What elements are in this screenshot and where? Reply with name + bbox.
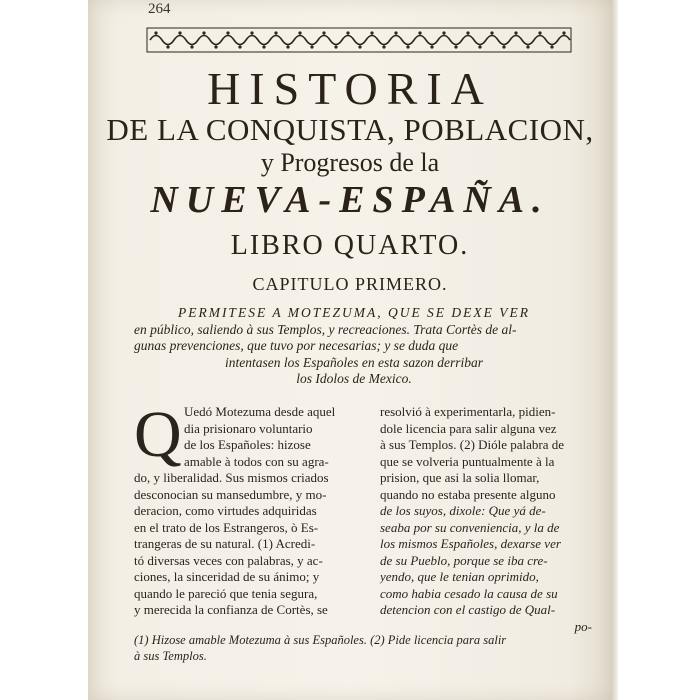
text-line: detencion con el castigo de Qual- — [380, 602, 556, 617]
text-line: y merecida la confianza de Cortès, se — [134, 602, 328, 617]
text-line: en el trato de los Estrangeros, ò Es- — [134, 519, 319, 535]
text-line: de los suyos, dixole: Que yá de- — [380, 503, 546, 518]
summary-line: intentasen los Españoles en esta sazon derribar — [225, 354, 483, 370]
title-conquista: DE LA CONQUISTA, POBLACION, — [106, 112, 594, 147]
text-line: seaba por su conveniencia, y la de — [380, 519, 560, 535]
text-line: à sus Templos. (2) Dióle palabra de — [380, 437, 565, 452]
page-number: 264 — [148, 1, 171, 17]
text-line: tó diversas veces con palabras, y ac- — [134, 552, 323, 568]
catchword: po- — [574, 618, 592, 634]
text-line: quando le pareció que tenia segura, — [134, 585, 318, 601]
text-line: de los Españoles: hizose — [184, 437, 311, 452]
page-edge — [612, 0, 618, 700]
summary-line: en público, saliendo à sus Templos, y recreaciones. Trata Cortès de al- — [134, 321, 517, 337]
footnote-line: à sus Templos. — [134, 649, 207, 663]
text-line: que se volveria puntualmente à la — [380, 453, 555, 469]
text-line: de su Pueblo, porque se iba cre- — [380, 552, 548, 568]
text-line: yendo, que le tenian oprimido, — [380, 569, 539, 584]
text-line: trangeras de su natural. (1) Acredi- — [134, 536, 316, 551]
summary-line: PERMITESE A MOTEZUMA, QUE SE DEXE VER — [177, 305, 531, 320]
book-heading: LIBRO QUARTO. — [230, 230, 470, 261]
text-line: dole licencia para salir alguna vez — [380, 420, 557, 436]
summary-line: los Idolos de Mexico. — [296, 371, 412, 386]
footnotes — [134, 632, 582, 664]
text-line: deracion, como virtudes adquiridas — [134, 503, 317, 518]
title-nueva-espana: NUEVA-ESPAÑA. — [150, 179, 550, 221]
summary-line: gunas prevenciones, que tuvo por necesarias; y se duda que — [134, 338, 459, 353]
decorative-border-ornament — [146, 27, 572, 53]
right-text-column — [380, 404, 592, 635]
text-line: los mismos Españoles, dexarse ver — [380, 536, 561, 551]
text-line: como habia cesado la causa de su — [380, 585, 558, 601]
left-text-column — [134, 398, 366, 619]
text-line: Uedó Motezuma desde aquel — [184, 404, 336, 419]
title-progresos: y Progresos de la — [260, 148, 440, 177]
text-line: amable à todos con su agra- — [184, 453, 329, 469]
text-line: do, y liberalidad. Sus mismos criados — [134, 470, 329, 485]
text-line: desconocian su mansedumbre, y mo- — [134, 486, 327, 502]
chapter-heading: CAPITULO PRIMERO. — [252, 274, 448, 294]
footnote-line: (1) Hizose amable Motezuma à sus Españoles. (2) Pide licencia para salir — [134, 633, 507, 647]
drop-capital: Q — [134, 398, 182, 471]
text-line: ciones, la sinceridad de su ánimo; y — [134, 569, 320, 584]
text-line: dia prisionaro voluntario — [184, 420, 313, 436]
chapter-summary — [134, 305, 574, 388]
text-line: quando no estaba presente alguno — [380, 486, 556, 502]
text-line: resolvió à experimentarla, pidien- — [380, 404, 556, 419]
title-historia: HISTORIA — [207, 63, 493, 114]
text-line: prision, que asi la solia llomar, — [380, 470, 540, 485]
